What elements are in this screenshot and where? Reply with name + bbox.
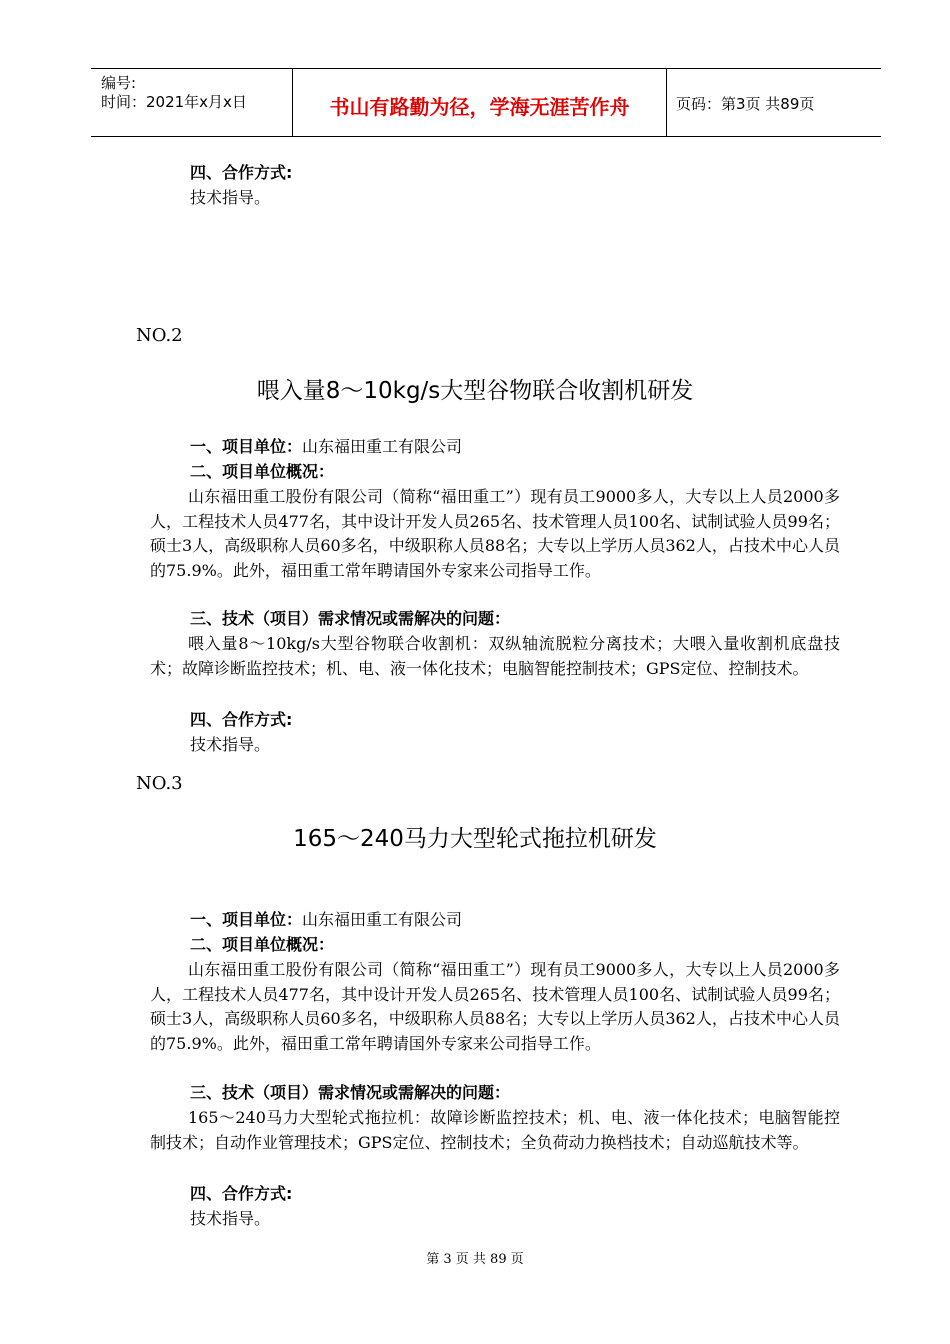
section-heading-cooperation: 四、合作方式: (190, 710, 293, 729)
cooperation-text: 技术指导。 (190, 735, 271, 754)
project-title: 喂入量8～10kg/s大型谷物联合收割机研发 (256, 378, 694, 404)
header-motto: 书山有路勤为径，学海无涯苦作舟 (329, 95, 630, 119)
header-page-cell (666, 69, 881, 136)
header-left-cell (91, 69, 292, 136)
document-date: 时间：2021年x月x日 (101, 93, 247, 111)
section-heading-needs: 三、技术（项目）需求情况或需解决的问题： (190, 609, 511, 628)
project-number: NO.3 (136, 773, 183, 794)
section-heading-needs: 三、技术（项目）需求情况或需解决的问题： (190, 1083, 511, 1102)
project-unit-value: 山东福田重工有限公司 (302, 437, 463, 456)
page-header (91, 68, 881, 137)
section-heading-overview: 二、项目单位概况： (190, 462, 335, 481)
cooperation-text: 技术指导。 (190, 1209, 271, 1228)
overview-paragraph: 山东福田重工股份有限公司（简称“福田重工”）现有员工9000多人，大专以上人员2000多人，工程技术人员477名，其中设计开发人员265名、技术管理人员100名、试制试验人员99名；硕士3人，高级职称人员60多名，中级职称人员88名；大专以上学历人员362人，占技术中心人员的75.9%。此外，福田重工常年聘请国外专家来公司指导工作。 (150, 487, 840, 580)
project-number: NO.2 (136, 325, 183, 346)
cooperation-text: 技术指导。 (190, 188, 271, 207)
needs-paragraph: 165～240马力大型轮式拖拉机：故障诊断监控技术；机、电、液一体化技术；电脑智能控制技术；自动作业管理技术；GPS定位、控制技术；全负荷动力换档技术；自动巡航技术等。 (150, 1108, 840, 1152)
page-footer: 第 3 页 共 89 页 (426, 1252, 524, 1267)
header-page-info: 页码：第3页 共89页 (676, 95, 815, 113)
project-title: 165～240马力大型轮式拖拉机研发 (293, 826, 657, 852)
header-motto-cell (292, 69, 667, 136)
section-heading-unit: 一、项目单位： (190, 910, 303, 929)
section-heading-overview: 二、项目单位概况： (190, 935, 335, 954)
section-heading-unit: 一、项目单位： (190, 437, 303, 456)
needs-paragraph: 喂入量8～10kg/s大型谷物联合收割机：双纵轴流脱粒分离技术；大喂入量收割机底盘技术；故障诊断监控技术；机、电、液一体化技术；电脑智能控制技术；GPS定位、控制技术。 (150, 634, 840, 678)
section-heading-cooperation: 四、合作方式: (190, 163, 293, 182)
section-heading-cooperation: 四、合作方式: (190, 1184, 293, 1203)
document-code-label: 编号: (101, 74, 137, 92)
project-unit-line (190, 910, 462, 930)
project-unit-line (190, 437, 462, 457)
overview-paragraph: 山东福田重工股份有限公司（简称“福田重工”）现有员工9000多人，大专以上人员2000多人，工程技术人员477名，其中设计开发人员265名、技术管理人员100名、试制试验人员99名；硕士3人，高级职称人员60多名，中级职称人员88名；大专以上学历人员362人，占技术中心人员的75.9%。此外，福田重工常年聘请国外专家来公司指导工作。 (150, 960, 840, 1053)
project-unit-value: 山东福田重工有限公司 (302, 910, 463, 929)
